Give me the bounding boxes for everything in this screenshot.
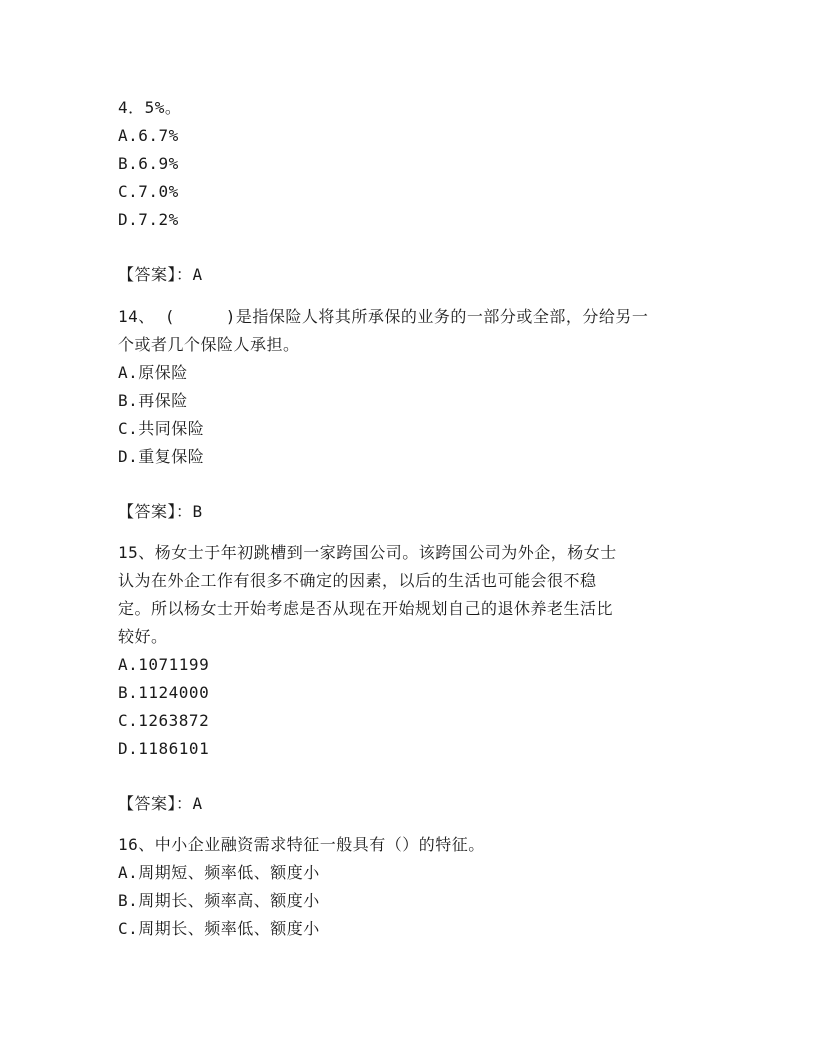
question-15-line-3: 定。所以杨女士开始考虑是否从现在开始规划自己的退休养老生活比 [118,599,614,618]
option-a: A.1071199 [118,655,210,674]
option-d: D.7.2% [118,210,179,229]
question-15-line-2: 认为在外企工作有很多不确定的因素，以后的生活也可能会很不稳 [118,571,597,590]
option-a: A.周期短、频率低、额度小 [118,863,320,882]
question-15-line-1: 15、杨女士于年初跳槽到一家跨国公司。该跨国公司为外企，杨女士 [118,543,617,562]
option-b: B.周期长、频率高、额度小 [118,891,320,910]
answer-15: 【答案】：A [118,794,203,813]
option-b: B.1124000 [118,683,210,702]
option-c: C.共同保险 [118,419,205,438]
option-c: C.7.0% [118,182,179,201]
option-a: A.原保险 [118,363,188,382]
option-b: B.6.9% [118,154,179,173]
question-13-text: 4．5%。 [118,98,182,117]
option-c: C.1263872 [118,711,210,730]
answer-13: 【答案】：A [118,265,203,284]
option-b: B.再保险 [118,391,188,410]
option-d: D.1186101 [118,739,210,758]
answer-14: 【答案】：B [118,502,203,521]
option-d: D.重复保险 [118,447,205,466]
question-14-line-2: 个或者几个保险人承担。 [118,335,300,354]
option-a: A.6.7% [118,126,179,145]
option-c: C.周期长、频率低、额度小 [118,919,320,938]
question-15-line-4: 较好。 [118,627,168,646]
question-16-line-1: 16、中小企业融资需求特征一般具有（）的特征。 [118,835,485,854]
question-14-line-1: 14、 ( )是指保险人将其所承保的业务的一部分或全部，分给另一 [118,307,649,326]
